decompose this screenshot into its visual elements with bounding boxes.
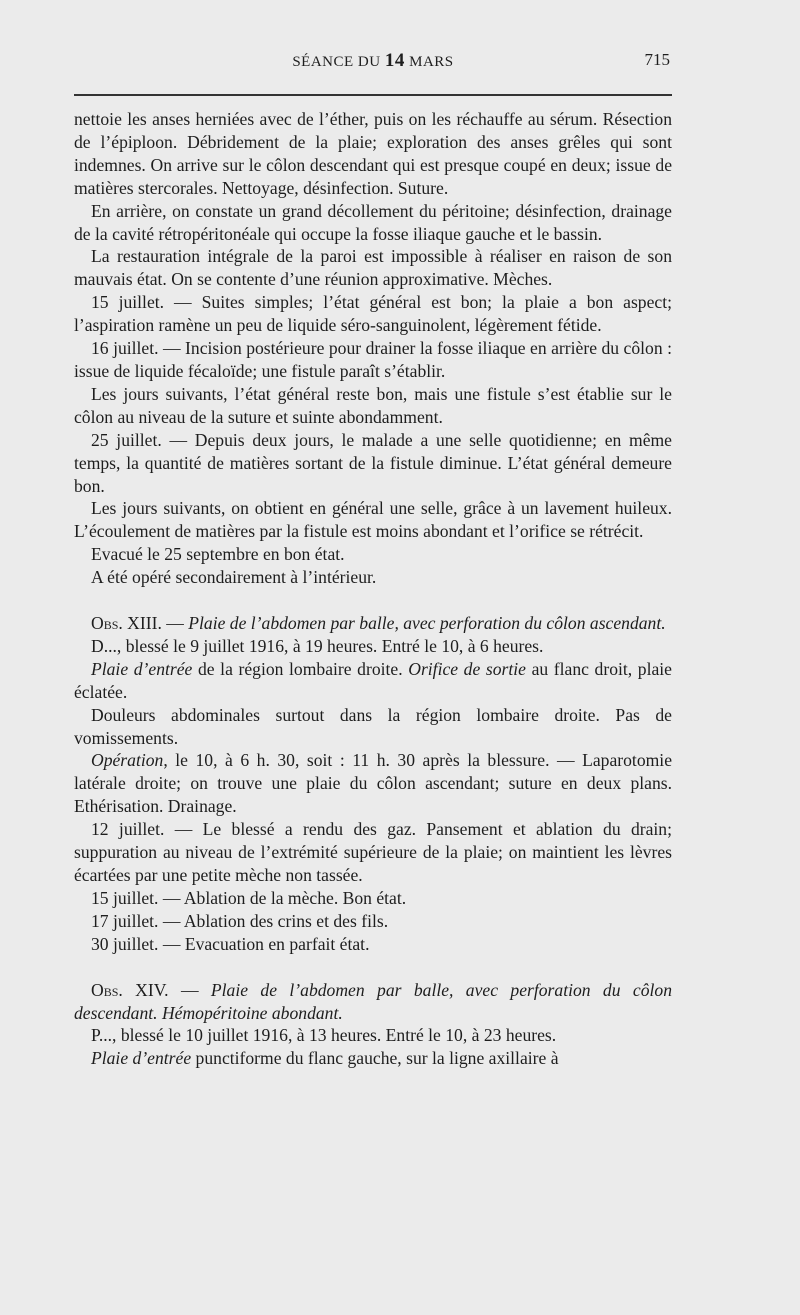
text-run: au flanc droit, plaie éclatée. (74, 658, 672, 702)
text-run: de la région lombaire droite. (192, 658, 409, 679)
running-title (74, 50, 672, 72)
title-day: 14 (384, 50, 405, 71)
paragraph: A été opéré secondairement à l’intérieur. (91, 567, 377, 588)
paragraph: 30 juillet. — Evacuation en parfait état. (91, 933, 370, 954)
section-gap (74, 589, 672, 612)
observation-heading-14 (74, 979, 672, 1025)
body-text (74, 108, 672, 1070)
obs-title: Plaie de l’abdomen par balle, avec perforation du côlon descendant. Hémopéritoine abondant. (74, 979, 672, 1023)
paragraph: Les jours suivants, l’état général reste bon, mais une fistule s’est établie sur le côlon au niveau de la suture et suinte abondamment. (74, 383, 672, 427)
paragraph: D..., blessé le 9 juillet 1916, à 19 heures. Entré le 10, à 6 heures. (91, 635, 544, 656)
paragraph: 15 juillet. — Suites simples; l’état général est bon; la plaie a bon aspect; l’aspiration ramène un peu de liquide séro-sanguinolent, légèrement fétide. (74, 292, 672, 336)
paragraph: 25 juillet. — Depuis deux jours, le malade a une selle quotidienne; en même temps, la quantité de matières sortant de la fistule diminue. L’état général demeure bon. (74, 429, 672, 496)
obs-dash: — (168, 979, 211, 1000)
page-header (74, 50, 672, 76)
paragraph: 17 juillet. — Ablation des crins et des fils. (91, 910, 389, 931)
italic-term: Plaie d’entrée (91, 658, 193, 679)
page-number: 715 (644, 50, 670, 69)
observation-heading-13 (74, 612, 672, 635)
obs-label: Obs. XIII. (91, 613, 162, 634)
paragraph: 15 juillet. — Ablation de la mèche. Bon état. (91, 887, 407, 908)
paragraph: La restauration intégrale de la paroi est impossible à réaliser en raison de son mauvais état. On se contente d’une réunion approximative. Mèches. (74, 246, 672, 290)
title-part-2: MARS (404, 54, 454, 70)
obs-title: Plaie de l’abdomen par balle, avec perforation du côlon ascendant. (188, 613, 666, 634)
text-run: , le 10, à 6 h. 30, soit : 11 h. 30 après la blessure. — Laparotomie latérale droite; on trouve une plaie du côlon ascendant; suture en deux plans. Ethérisation. Drainage. (74, 750, 672, 817)
obs-dash: — (161, 613, 189, 634)
paragraph (74, 1047, 672, 1070)
paragraph (74, 749, 672, 818)
section-gap (74, 956, 672, 979)
paragraph: 16 juillet. — Incision postérieure pour drainer la fosse iliaque en arrière du côlon : issue de liquide fécaloïde; une fistule paraît s’établir. (74, 338, 672, 381)
paragraph: Douleurs abdominales surtout dans la région lombaire droite. Pas de vomissements. (74, 704, 672, 748)
paragraph: Les jours suivants, on obtient en général une selle, grâce à un lavement huileux. L’écoulement de matières par la fistule est moins abondant et l’orifice se rétrécit. (74, 498, 672, 542)
paragraph: Evacué le 25 septembre en bon état. (91, 544, 345, 565)
header-rule (74, 94, 672, 96)
italic-term: Opération (91, 750, 164, 771)
title-part-1: SÉANCE DU (292, 54, 385, 70)
paragraph: P..., blessé le 10 juillet 1916, à 13 heures. Entré le 10, à 23 heures. (91, 1025, 557, 1046)
paragraph (74, 658, 672, 704)
italic-term: Plaie d’entrée (91, 1048, 192, 1069)
text-run: punctiforme du flanc gauche, sur la ligne axillaire à (191, 1048, 559, 1069)
paragraph: En arrière, on constate un grand décollement du péritoine; désinfection, drainage de la cavité rétropéritonéale qui occupe la fosse iliaque gauche et le bassin. (74, 200, 672, 244)
obs-label: Obs. XIV. (91, 979, 169, 1000)
paragraph: nettoie les anses herniées avec de l’éther, puis on les réchauffe au sérum. Résection de l’épiploon. Débridement de la plaie; exploration des anses grêles qui sont indemnes. On arrive sur le côlon descendant qui est presque coupé en deux; issue de matières stercorales. Nettoyage, désinfection. Suture. (74, 109, 672, 198)
paragraph: 12 juillet. — Le blessé a rendu des gaz. Pansement et ablation du drain; suppuration au niveau de l’extrémité supérieure de la plaie; on maintient les lèvres écartées par une petite mèche non tassée. (74, 819, 672, 885)
italic-term: Orifice de sortie (408, 658, 526, 679)
